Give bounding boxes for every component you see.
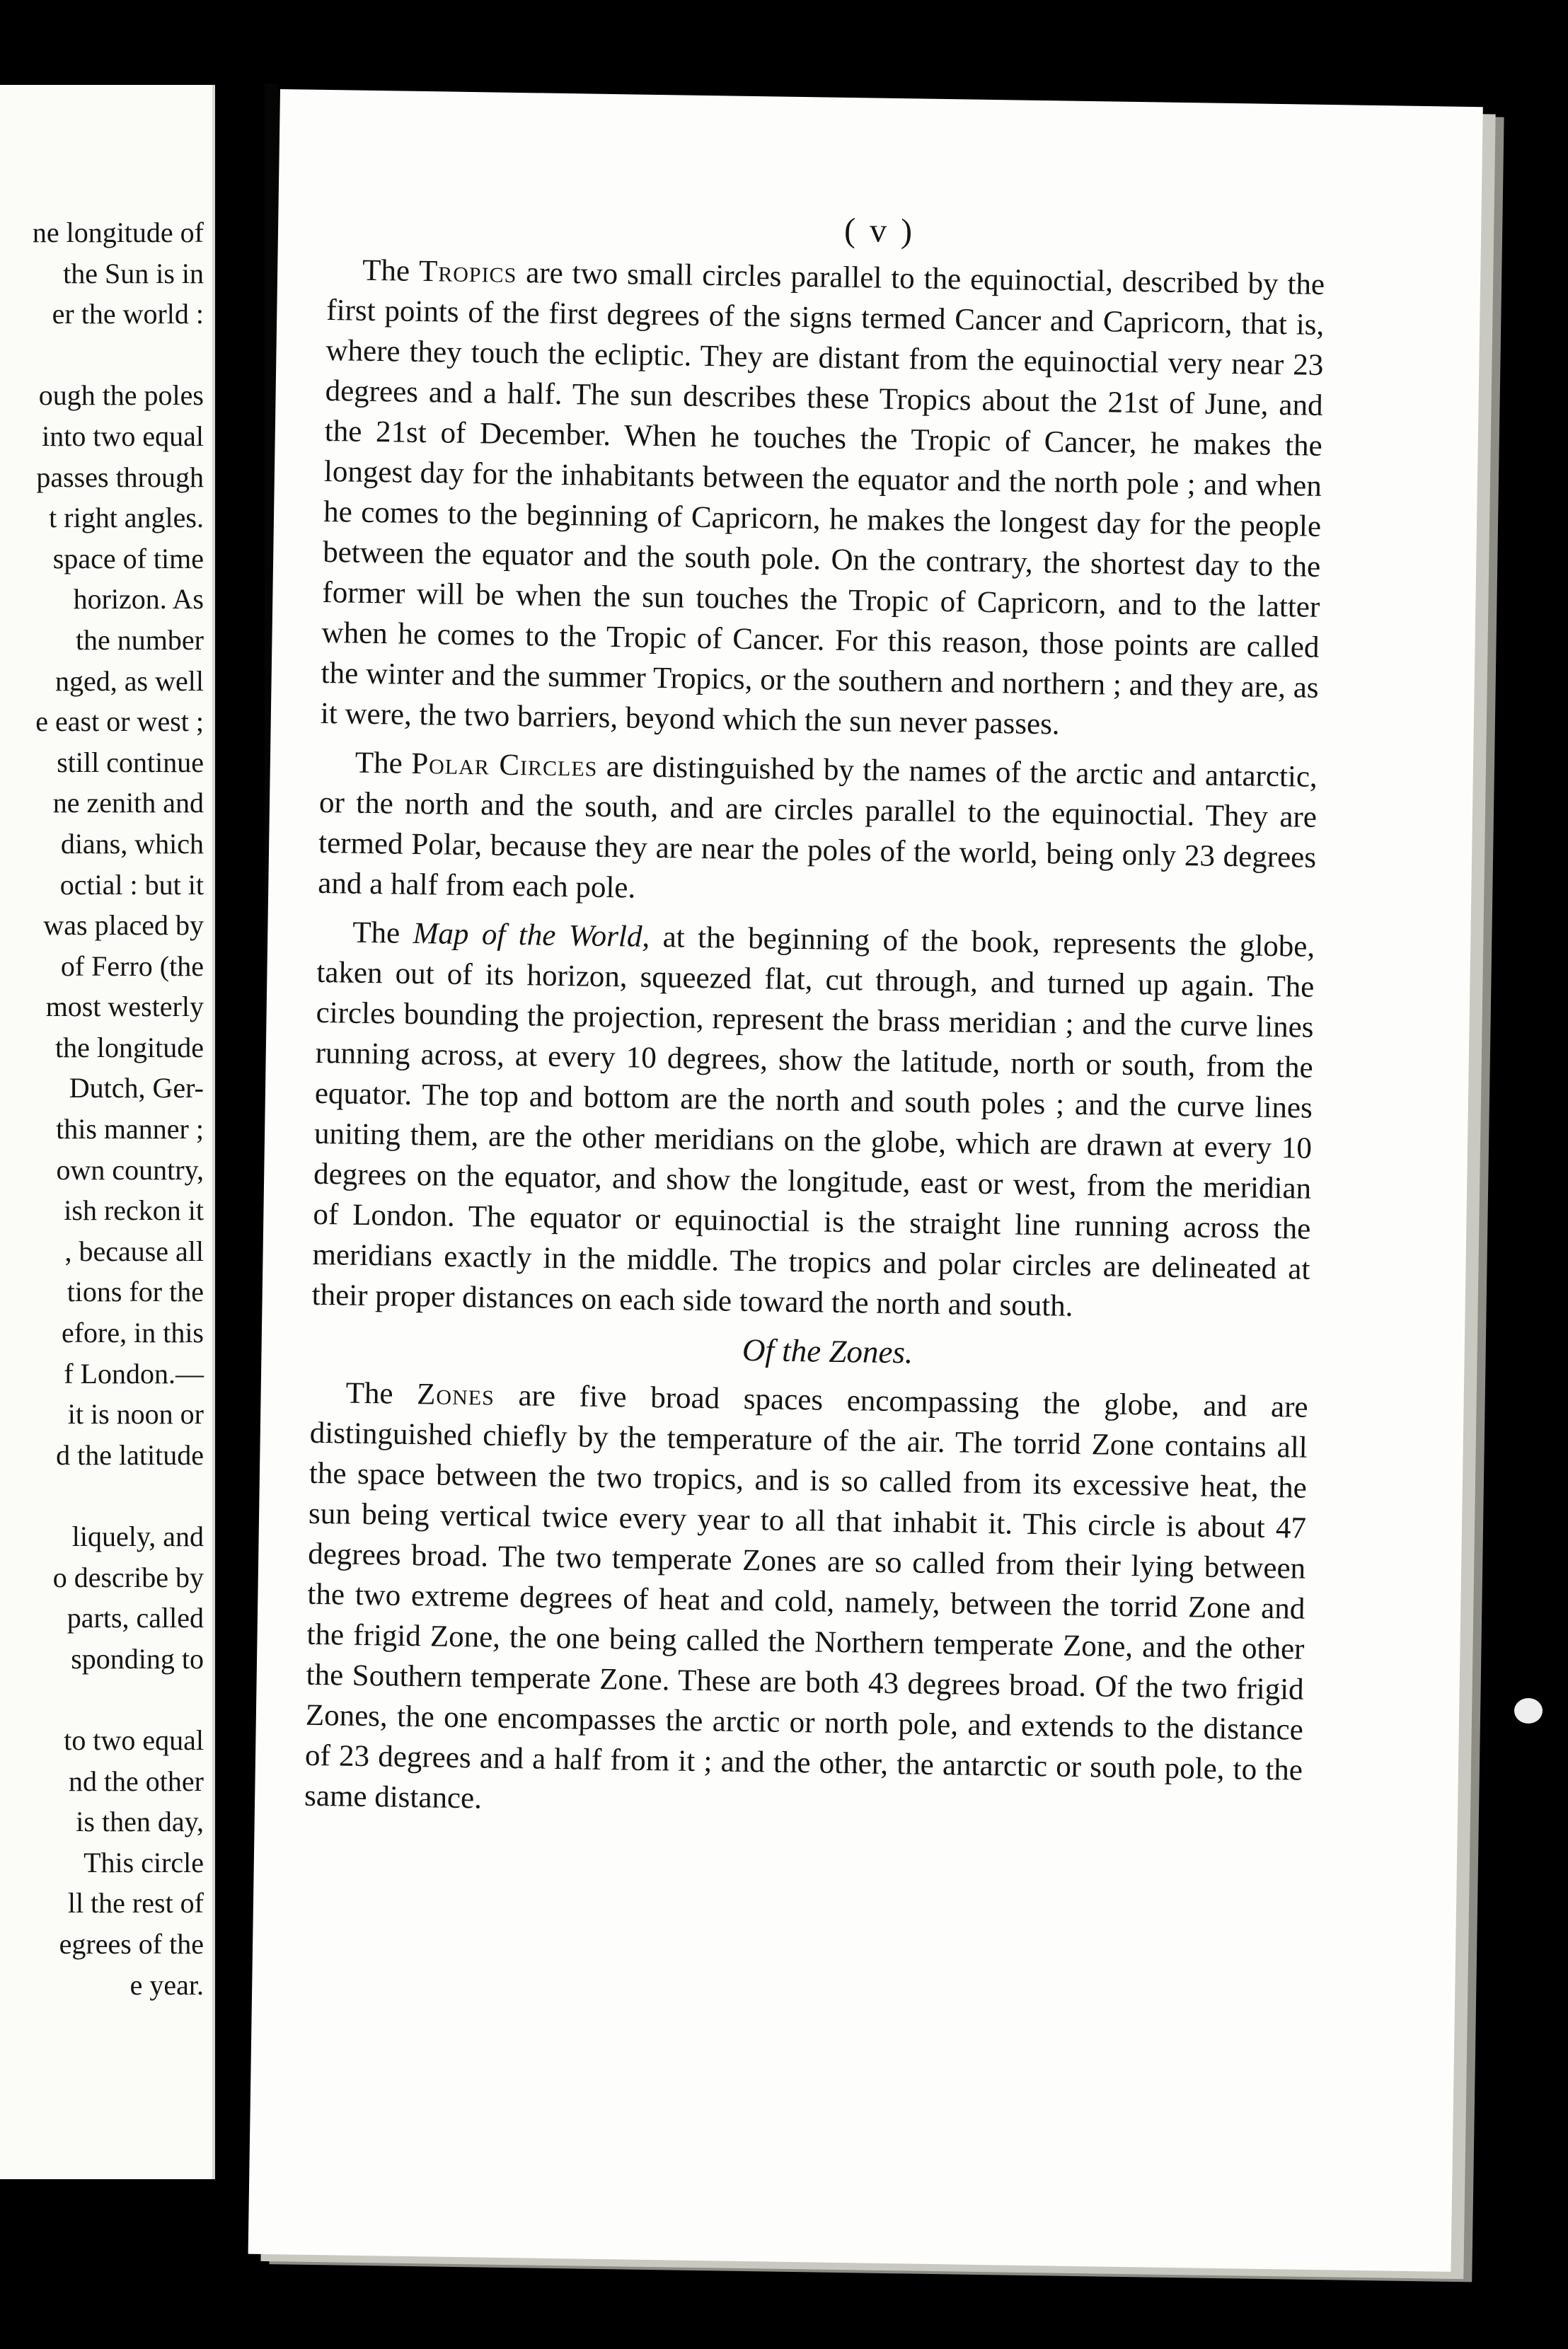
left-page-line: was placed by [43,909,204,942]
left-page [0,85,215,2179]
left-page-line [0,1475,204,1516]
left-page-line: ne longitude of [32,217,204,248]
left-page-line: dians, which [60,827,204,860]
left-page-line: is then day, [76,1806,204,1838]
left-page-text [0,212,204,2005]
left-page-line: nd the other [68,1765,204,1797]
paragraph-text: are five broad spaces encompassing the globe, and are distinguished chiefly by the temperature of the air. The torrid Zone contains all the space between the two tropics, and is so called from its excessive heat, the sun being vertical twice every year to all that inhabit it. This circle is about 47 degrees broad. The two temperate Zones are so called from their lying between the two extreme degrees of heat and cold, namely, between the torrid Zone and the frigid Zone, the one being called the Northern temperate Zone, and the other the Southern temperate Zone. These are both 43 degrees broad. Of the two frigid Zones, the one encompasses the arctic or north pole, and extends to the distance of 23 degrees and a half from it ; and the other, the antarctic or south pole, to the same distance. [304,1379,1308,1816]
left-page-line: passes through [36,461,204,493]
left-page-line: , because all [64,1235,204,1267]
paragraph-polar-circles [318,742,1318,918]
paragraph-lead: The [352,916,400,950]
left-page-line: o describe by [52,1561,204,1593]
paragraph-text: at the beginning of the book, represents the globe, taken out of its horizon, squeezed flat, cut through, and turned up again. The circles bounding the projection, represent the brass meridian ; and the curve lines running across, at every 10 degrees, show the latitude, north or south, from the equator. The top and bottom are the north and south poles ; and the curve lines uniting them, are the other meridians on the globe, which are drawn at every 10 degrees on the equator, and show the longitude, east or west, from the meridian of London. The equator or equinoctial is the straight line running across the meridians exactly in the middle. The tropics and polar circles are delineated at their proper distances on each side toward the north and south. [311,920,1315,1323]
left-page-line: e east or west ; [35,705,204,738]
left-page-line: it is noon or [67,1398,204,1431]
left-page-line: This circle [83,1846,204,1878]
term-tropics: Tropics [418,254,517,289]
left-page-line: horizon. As [73,583,204,616]
left-page-line: ish reckon it [64,1194,204,1227]
left-page-line: er the world : [52,298,204,330]
term-zones: Zones [416,1378,495,1412]
paragraph-tropics [320,250,1325,749]
left-page-line: most westerly [45,991,204,1023]
left-page-line: t right angles. [49,502,204,534]
left-page-line: Dutch, Ger- [69,1072,204,1104]
left-page-line: liquely, and [71,1520,204,1552]
left-page-line: efore, in this [61,1317,204,1349]
term-polar-circles: Polar Circles [410,746,598,783]
left-page-line: ne zenith and [52,787,204,819]
left-page-line: nged, as well [55,664,204,697]
left-page-line: d the latitude [56,1438,204,1471]
left-page-line: f London.— [64,1357,204,1390]
section-heading: Of the Zones. [742,1332,913,1370]
page-body [304,250,1325,1840]
right-page [248,89,1483,2272]
left-page-line: e year. [129,1968,204,2001]
left-page-line: parts, called [67,1602,204,1634]
left-page-line: this manner ; [56,1113,204,1145]
left-page-line: own country, [56,1153,204,1186]
left-page-line: the longitude [55,1031,204,1063]
paragraph-text: are distinguished by the names of the arctic and antarctic, or the north and the south, and are circles parallel to the equinoctial. They are termed Polar, because they are near the poles of the world, being only 23 degrees and a half from each pole. [318,749,1318,905]
left-page-line [0,1679,204,1720]
dust-speck [1514,1698,1543,1724]
paragraph-text: are two small circles parallel to the equinoctial, described by the first points of the first degrees of the signs termed Cancer and Capricorn, that is, where they touch the ecliptic. They are distant from the equinoctial very near 23 degrees and a half. The sun describes these Tropics about the 21st of June, and the 21st of December. When he touches the Tropic of Cancer, he makes the longest day for the inhabitants between the equator and the north pole ; and when he comes to the beginning of Capricorn, he makes the longest day for the people between the equator and the south pole. On the contrary, the shortest day to the former will be when the sun touches the Tropic of Capricorn, and to the latter when he comes to the Tropic of Cancer. For this reason, those points are called the winter and the summer Tropics, or the southern and northern ; and they are, as it were, the two barriers, beyond which the sun never passes. [320,256,1325,741]
left-page-line: to two equal [64,1724,204,1756]
paragraph-map-of-world [311,912,1315,1330]
left-page-line: into two equal [42,420,204,452]
left-page-line: still continue [57,746,204,778]
left-page-line: ll the rest of [67,1887,204,1920]
left-page-line: sponding to [71,1642,204,1675]
paragraph-lead: The [354,746,403,780]
paragraph-lead: The [345,1376,393,1411]
left-page-line: space of time [52,542,204,575]
left-page-line: tions for the [67,1276,204,1308]
left-page-line [0,335,204,376]
paragraph-zones [304,1373,1308,1831]
left-page-line: the number [75,623,204,656]
left-page-line: octial : but it [59,868,204,901]
term-map-of-world: Map of the World, [413,916,650,954]
paragraph-lead: The [362,253,410,288]
left-page-line: of Ferro (the [60,950,204,982]
left-page-line: ough the poles [38,379,204,412]
page-number: ( v ) [843,211,916,250]
left-page-line: the Sun is in [63,257,204,289]
left-page-line: egrees of the [59,1927,204,1960]
